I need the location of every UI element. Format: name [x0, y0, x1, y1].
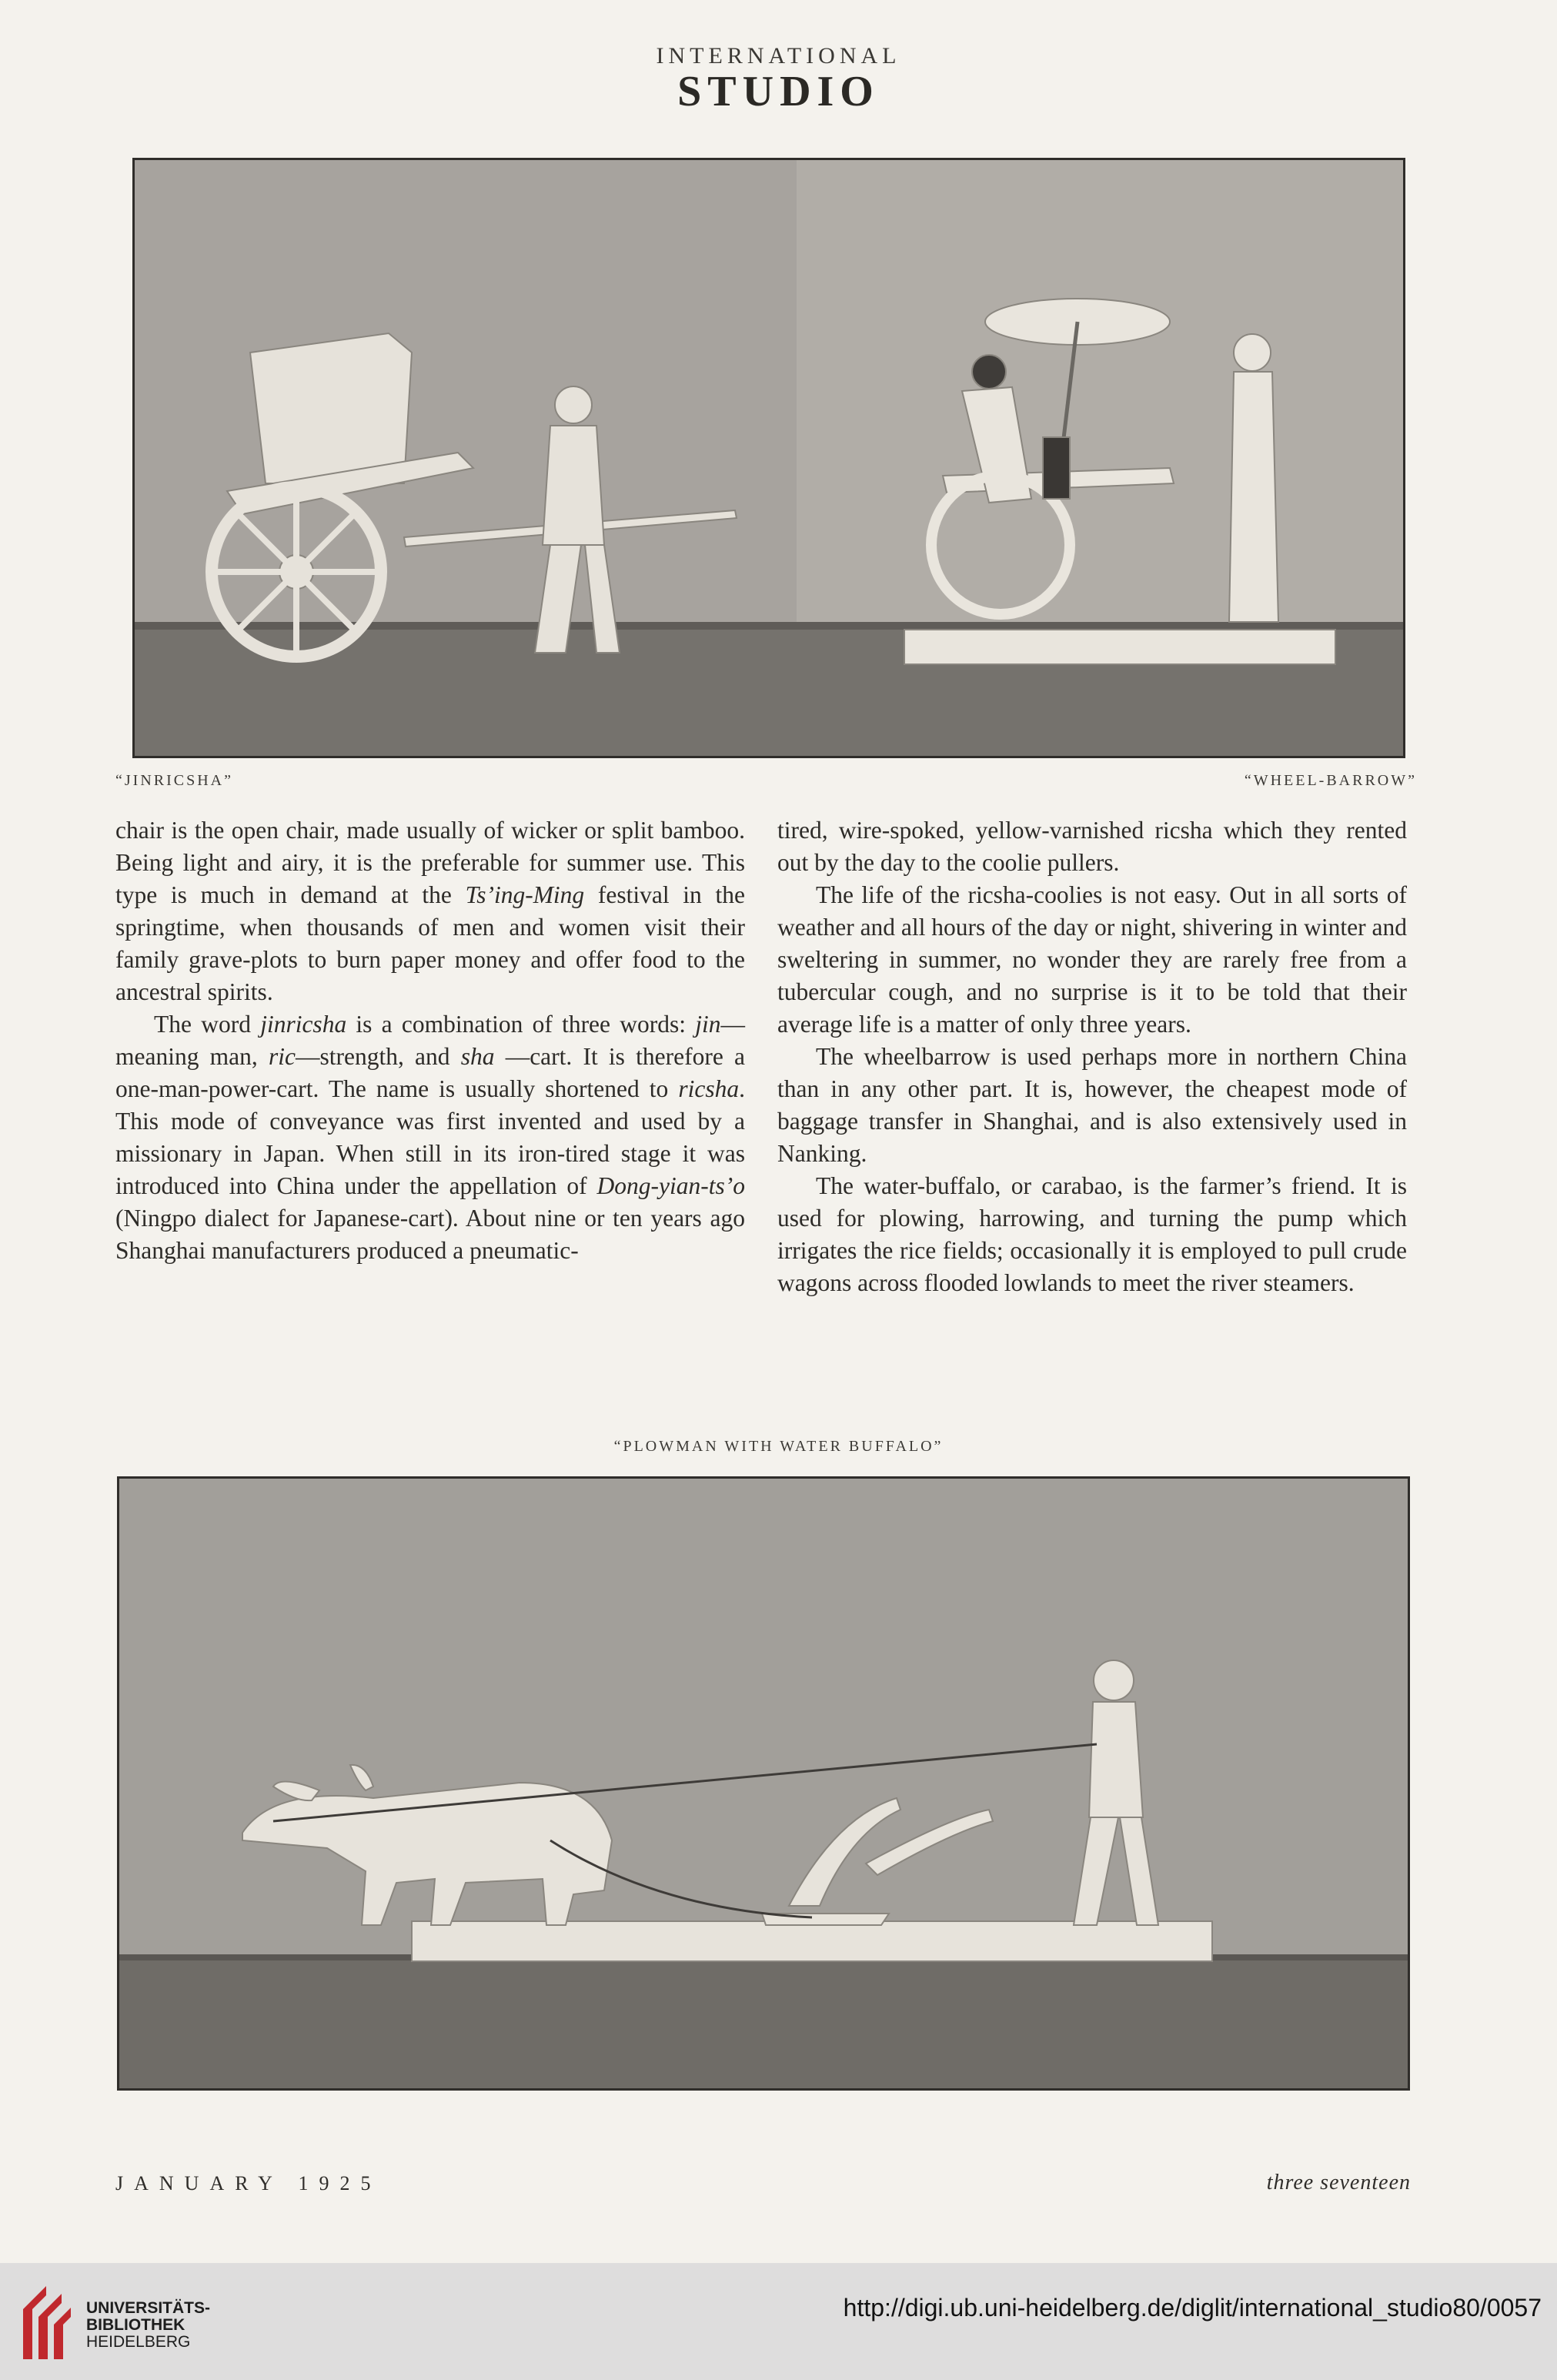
library-name: [86, 2300, 210, 2351]
photo-plowman-water-buffalo: [117, 1476, 1410, 2091]
paragraph: chair is the open chair, made usually of wicker or split bamboo. Being light and airy, it is the preferable for summer use. This type is much in demand at the Ts’ing-Ming festival in the springtime, when thousands of men and women visit their family grave-plots to burn paper money and offer food to the ancestral spirits.: [115, 817, 745, 1005]
library-name-line3: HEIDELBERG: [86, 2333, 191, 2351]
text-column-right: [777, 814, 1407, 1299]
paragraph: The water-buffalo, or carabao, is the farmer’s friend. It is used for plowing, harrowing, and turning the pump which irrigates the rice fields; occasionally it is employed to pull crude wagons across flooded lowlands to meet the river steamers.: [777, 1172, 1407, 1296]
caption-plowman: “PLOWMAN WITH WATER BUFFALO”: [613, 1438, 944, 1455]
photo-figurines-carts: [135, 160, 1403, 756]
caption-wheel-barrow: “WHEEL-BARROW”: [1244, 772, 1417, 789]
digitization-banner: [0, 2263, 1557, 2380]
paragraph: The word jinricsha is a combination of three words: jin—meaning man, ric—strength, and sha —cart. It is therefore a one-man-power-cart. The name is usually shortened to ricsha. This mode of conveyance was first invented and used by a missionary in Japan. When still in its iron-tired stage it was introduced into China under the appellation of Dong-yian-ts’o (Ningpo dialect for Japanese-cart). About nine or ten years ago Shanghai manufacturers produced a pneumatic-: [115, 1011, 745, 1264]
paragraph: The life of the ricsha-coolies is not easy. Out in all sorts of weather and all hours of the day or night, shivering in winter and sweltering in summer, no wonder they are rarely free from a tubercular cough, and no surprise is it to be told that their average life is a matter of only three years.: [777, 881, 1407, 1038]
caption-jinricsha: “JINRICSHA”: [115, 772, 233, 789]
page-number: three seventeen: [1266, 2171, 1411, 2194]
text-column-left: [115, 814, 745, 1267]
paragraph: tired, wire-spoked, yellow-varnished ricsha which they rented out by the day to the coolie pullers.: [777, 817, 1407, 876]
source-url-link[interactable]: http://digi.ub.uni-heidelberg.de/diglit/international_studio80/0057: [843, 2294, 1542, 2322]
masthead-title: STUDIO: [677, 68, 880, 115]
masthead: [0, 45, 1557, 115]
photo-jinricsha-wheelbarrow: [132, 158, 1405, 758]
library-name-line2: BIBLIOTHEK: [86, 2316, 185, 2334]
issue-date: JANUARY 1925: [115, 2172, 382, 2194]
paragraph: The wheelbarrow is used perhaps more in northern China than in any other part. It is, however, the cheapest mode of baggage transfer in Shanghai, and is also extensively used in Nanking.: [777, 1043, 1407, 1167]
masthead-line1: INTERNATIONAL: [656, 43, 901, 69]
library-logo-icon: [15, 2278, 71, 2367]
photo-figurine-plowman: [119, 1479, 1408, 2088]
library-name-line1: UNIVERSITÄTS-: [86, 2299, 211, 2317]
